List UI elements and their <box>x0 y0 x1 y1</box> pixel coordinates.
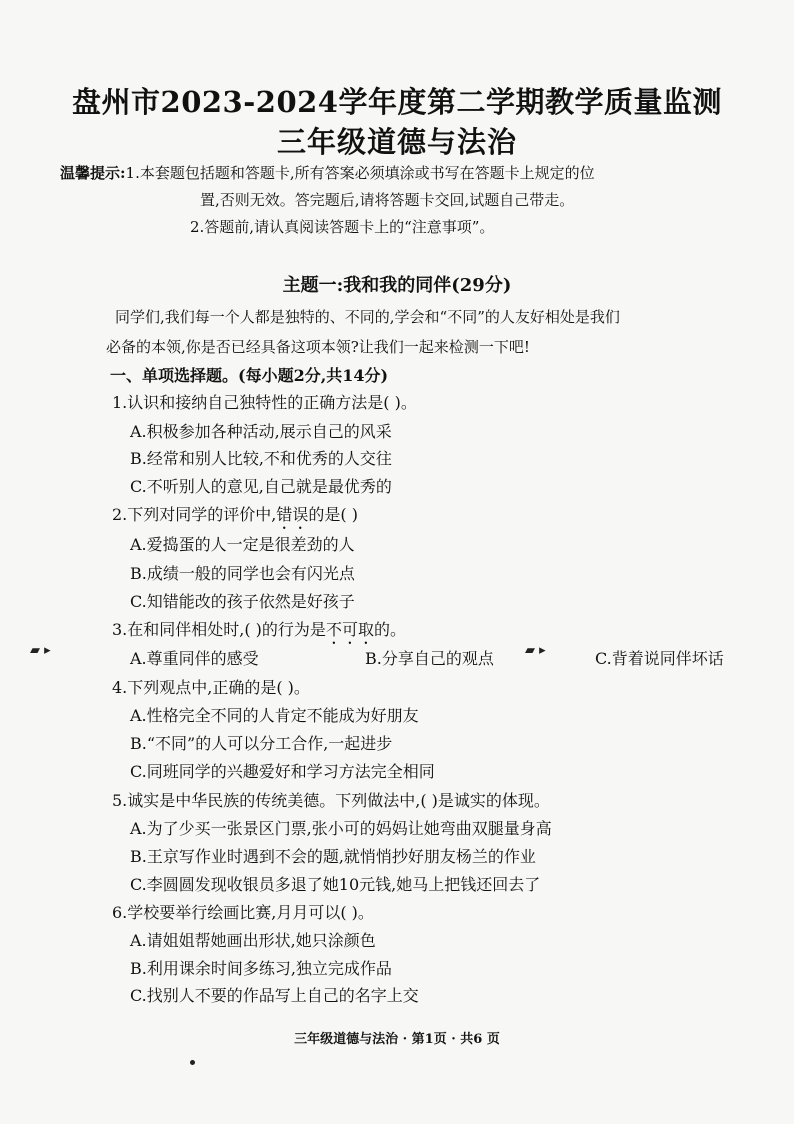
notice-item-1: 1.本套题包括题和答题卡,所有答案必须填涂或书写在答题卡上规定的位 <box>125 164 595 182</box>
intro-line-1: 同学们,我们每一个人都是独特的、不同的,学会和“不同”的人友好相处是我们 <box>115 308 620 326</box>
question-2-option-a: A.爱捣蛋的人一定是很差劲的人 <box>130 535 355 554</box>
question-5-option-b: B.王京写作业时遇到不会的题,就悄悄抄好朋友杨兰的作业 <box>130 847 536 866</box>
question-2-stem-emphasis: 错误 <box>276 505 309 524</box>
question-3-stem-emphasis: 不可取 <box>325 620 374 639</box>
question-2-stem <box>112 502 358 533</box>
question-1-option-c: C.不听别人的意见,自己就是最优秀的 <box>130 477 392 496</box>
question-6-option-b: B.利用课余时间多练习,独立完成作品 <box>130 959 392 978</box>
question-5-option-a: A.为了少买一张景区门票,张小可的妈妈让她弯曲双腿量身高 <box>130 819 552 838</box>
page-footer: 三年级道德与法治 · 第1页 · 共6 页 <box>294 1032 500 1047</box>
section-title: 一、单项选择题。(每小题2分,共14分) <box>110 366 389 385</box>
question-1-stem: 1.认识和接纳自己独特性的正确方法是( )。 <box>112 393 417 412</box>
question-4-option-a: A.性格完全不同的人肯定不能成为好朋友 <box>130 706 419 725</box>
question-3-option-a: A.尊重同伴的感受 <box>130 649 259 668</box>
question-3-stem-pre: 3.在和同伴相处时,( )的行为是 <box>112 620 326 639</box>
question-3-option-c: C.背着说同伴坏话 <box>595 649 724 668</box>
scan-speck <box>190 1060 195 1065</box>
question-4-option-b: B.“不同”的人可以分工合作,一起进步 <box>130 734 393 753</box>
theme-title: 主题一:我和我的同伴(29分) <box>282 275 512 296</box>
question-2-stem-post: 的是( ) <box>308 505 358 524</box>
scan-mark-middle: ▰ ▸ <box>525 643 546 658</box>
notice-block <box>60 160 770 241</box>
question-3-stem-post: 的。 <box>373 620 406 639</box>
question-3-stem <box>112 617 406 648</box>
notice-item-2: 2.答题前,请认真阅读答题卡上的“注意事项”。 <box>190 218 495 236</box>
exam-subject: 三年级道德与法治 <box>276 125 517 159</box>
scan-mark-left: ▰ ▸ <box>30 643 51 658</box>
question-4-stem: 4.下列观点中,正确的是( )。 <box>112 678 310 697</box>
question-2-option-b: B.成绩一般的同学也会有闪光点 <box>130 564 355 583</box>
exam-title: 盘州市2023-2024学年度第二学期教学质量监测 <box>72 85 722 119</box>
notice-line-1 <box>60 160 770 187</box>
intro-line-2: 必备的本领,你是否已经具备这项本领?让我们一起来检测一下吧! <box>106 338 530 356</box>
question-2-option-c: C.知错能改的孩子依然是好孩子 <box>130 592 355 611</box>
question-6-stem: 6.学校要举行绘画比赛,月月可以( )。 <box>112 903 374 922</box>
notice-line-2: 置,否则无效。答完题后,请将答题卡交回,试题自己带走。 <box>200 191 575 209</box>
question-5-option-c: C.李圆圆发现收银员多退了她10元钱,她马上把钱还回去了 <box>130 875 541 894</box>
question-1-option-b: B.经常和别人比较,不和优秀的人交往 <box>130 449 392 468</box>
question-6-option-a: A.请姐姐帮她画出形状,她只涂颜色 <box>130 931 376 950</box>
notice-label: 温馨提示: <box>60 164 126 182</box>
question-3-option-b: B.分享自己的观点 <box>365 649 494 668</box>
question-2-stem-pre: 2.下列对同学的评价中, <box>112 505 277 524</box>
intro-paragraph <box>106 302 765 362</box>
question-1-option-a: A.积极参加各种活动,展示自己的风采 <box>130 422 392 441</box>
question-6-option-c: C.找别人不要的作品写上自己的名字上交 <box>130 986 419 1005</box>
question-5-stem: 5.诚实是中华民族的传统美德。下列做法中,( )是诚实的体现。 <box>112 791 550 810</box>
question-4-option-c: C.同班同学的兴趣爱好和学习方法完全相同 <box>130 762 435 781</box>
